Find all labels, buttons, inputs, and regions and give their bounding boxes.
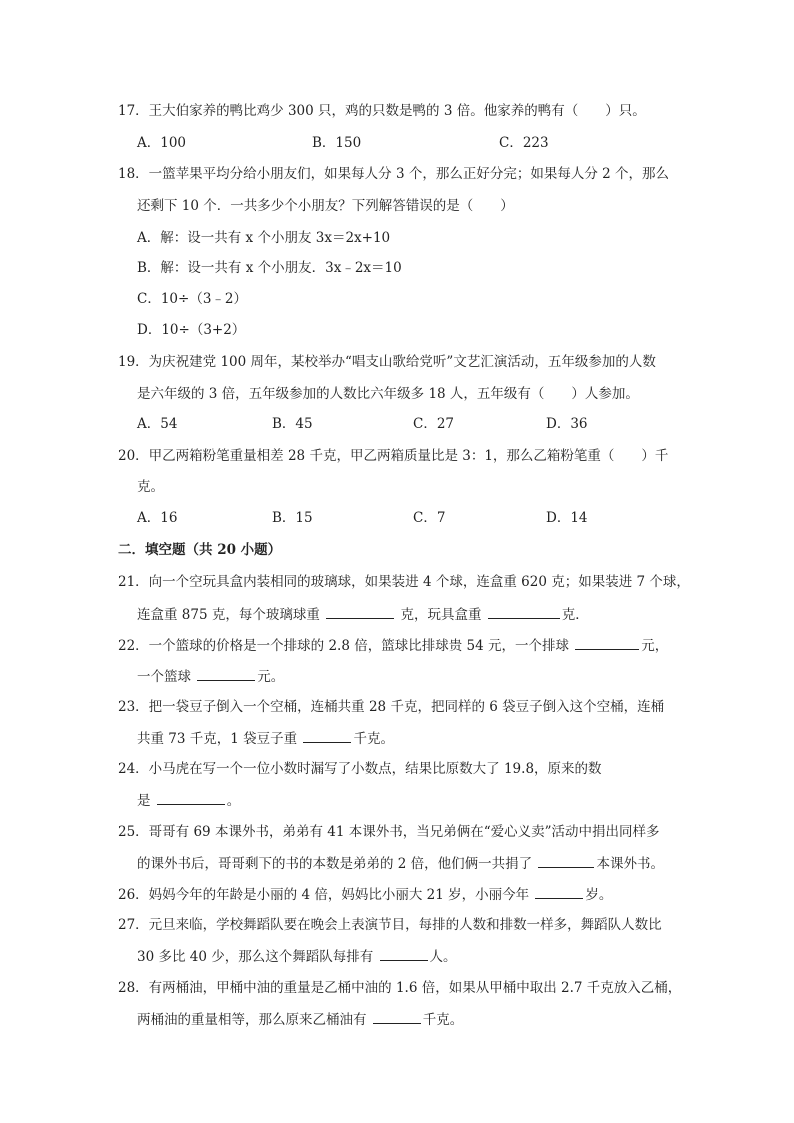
question-17-stem: 17．王大伯家养的鸭比鸡少 300 只，鸡的只数是鸭的 3 倍。他家养的鸭有（ ）只。 <box>118 103 646 119</box>
question-18-option-b: B．解：设一共有 x 个小朋友．3x﹣2x＝10 <box>137 260 402 276</box>
answer-blank-22b[interactable] <box>197 666 255 681</box>
question-25-line2 <box>137 853 664 874</box>
question-20-stem-line1: 20．甲乙两箱粉笔重量相差 28 千克，甲乙两箱质量比是 3：1，那么乙箱粉笔重（ ）千 <box>118 448 669 464</box>
question-19-stem-line2: 是六年级的 3 倍，五年级参加的人数比六年级多 18 人，五年级有（ ）人参加。 <box>137 386 639 402</box>
question-27-text-b: 人。 <box>429 949 457 965</box>
question-24-line1: 24．小马虎在写一个一位小数时漏写了小数点，结果比原数大了 19.8，原来的数 <box>118 761 602 777</box>
question-20-option-a: A．16 <box>137 510 178 526</box>
question-19-stem-line1: 19．为庆祝建党 100 周年，某校举办“唱支山歌给党听”文艺汇演活动，五年级参加的人数 <box>118 354 656 370</box>
question-26-text-b: 岁。 <box>585 887 613 903</box>
answer-blank-26[interactable] <box>535 884 583 899</box>
question-20-option-d: D．14 <box>546 510 588 526</box>
question-17-option-a: A．100 <box>137 135 187 151</box>
question-21-text-a: 连盒重 875 克，每个玻璃球重 <box>137 607 320 623</box>
question-20-stem-line2: 克。 <box>137 479 164 495</box>
question-23-text-b: 千克。 <box>353 731 394 747</box>
answer-blank-22a[interactable] <box>575 635 639 650</box>
question-19-option-b: B．45 <box>272 416 313 432</box>
question-22-line2 <box>137 666 284 687</box>
question-25-line1: 25．哥哥有 69 本课外书，弟弟有 41 本课外书，当兄弟俩在“爱心义卖”活动中捐出同样多 <box>118 824 660 840</box>
question-22-text-a: 22．一个篮球的价格是一个排球的 2.8 倍，篮球比排球贵 54 元，一个排球 <box>118 638 569 654</box>
question-22-text-d: 元。 <box>257 669 285 685</box>
question-24-line2 <box>137 790 240 811</box>
question-18-option-a: A．解：设一共有 x 个小朋友 3x＝2x+10 <box>137 230 391 246</box>
answer-blank-28[interactable] <box>373 1009 421 1024</box>
question-27-line2 <box>137 946 457 967</box>
question-25-text-a: 的课外书后，哥哥剩下的书的本数是弟弟的 2 倍，他们俩一共捐了 <box>137 856 533 872</box>
question-21-line2 <box>137 604 589 625</box>
question-27-line1: 27．元旦来临，学校舞蹈队要在晚会上表演节目，每排的人数和排数一样多，舞蹈队人数比 <box>118 917 662 933</box>
question-21-text-c: 克． <box>561 607 589 623</box>
question-28-line2 <box>137 1009 463 1030</box>
question-18-option-c: C．10÷（3﹣2） <box>137 291 247 307</box>
question-28-text-a: 两桶油的重量相等，那么原来乙桶油有 <box>137 1012 367 1028</box>
section-heading-fill-in: 二．填空题（共 20 小题） <box>118 542 282 558</box>
question-19-option-d: D．36 <box>546 416 588 432</box>
answer-blank-27[interactable] <box>380 946 428 961</box>
question-17-option-b: B．150 <box>312 135 362 151</box>
question-17-option-c: C．223 <box>499 135 549 151</box>
answer-blank-25[interactable] <box>538 853 594 868</box>
question-20-option-b: B．15 <box>272 510 313 526</box>
question-22-text-b: 元， <box>641 638 669 654</box>
question-21-text-b: 克，玩具盒重 <box>400 607 482 623</box>
question-24-text-a: 是 <box>137 793 151 809</box>
question-18-option-d: D．10÷（3+2） <box>137 322 246 338</box>
question-19-option-a: A．54 <box>137 416 178 432</box>
question-23-line1: 23．把一袋豆子倒入一个空桶，连桶共重 28 千克，把同样的 6 袋豆子倒入这个空桶，连桶 <box>118 699 665 715</box>
answer-blank-21a[interactable] <box>326 604 394 619</box>
question-26-line1 <box>118 884 612 905</box>
question-21-line1: 21．向一个空玩具盒内装相同的玻璃球，如果装进 4 个球，连盒重 620 克；如果装进 7 个球， <box>118 574 690 590</box>
question-26-text-a: 26．妈妈今年的年龄是小丽的 4 倍，妈妈比小丽大 21 岁，小丽今年 <box>118 887 530 903</box>
answer-blank-24[interactable] <box>157 790 225 805</box>
question-28-line1: 28．有两桶油，甲桶中油的重量是乙桶中油的 1.6 倍，如果从甲桶中取出 2.7 千克放入乙桶， <box>118 980 682 996</box>
question-22-line1 <box>118 635 668 656</box>
question-23-line2 <box>137 728 394 749</box>
question-28-text-b: 千克。 <box>422 1012 464 1028</box>
question-22-text-c: 一个篮球 <box>137 669 191 685</box>
question-18-stem-line1: 18．一篮苹果平均分给小朋友们，如果每人分 3 个，那么正好分完；如果每人分 2 个，那么 <box>118 166 670 182</box>
question-19-option-c: C．27 <box>413 416 455 432</box>
answer-blank-23[interactable] <box>303 728 351 743</box>
question-24-text-b: 。 <box>226 793 241 809</box>
answer-blank-21b[interactable] <box>488 604 560 619</box>
question-18-stem-line2: 还剩下 10 个．一共多少个小朋友？下列解答错误的是（ ） <box>137 198 514 214</box>
question-20-option-c: C．7 <box>413 510 446 526</box>
question-25-text-b: 本课外书。 <box>596 856 664 872</box>
question-23-text-a: 共重 73 千克，1 袋豆子重 <box>137 731 298 747</box>
question-27-text-a: 30 多比 40 少，那么这个舞蹈队每排有 <box>137 949 374 965</box>
